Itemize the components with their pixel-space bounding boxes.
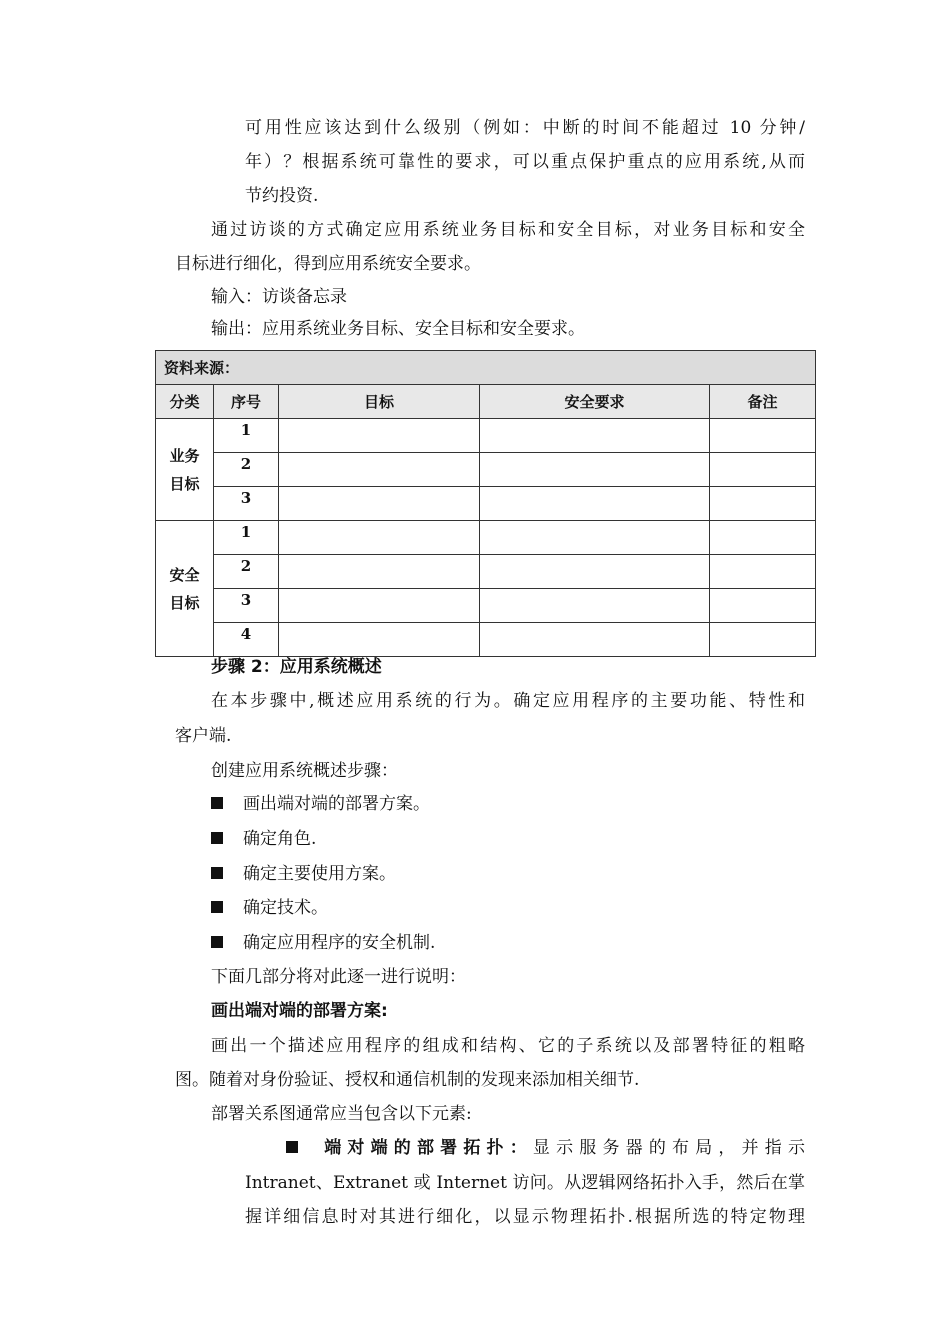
remark-cell (710, 487, 816, 521)
top-item-line-2: 年）？根据系统可靠性的要求，可以重点保护重点的应用系统,从而 (245, 152, 805, 172)
top-item-line-1: 可用性应该达到什么级别（例如：中断的时间不能超过 10 分钟/ (245, 118, 805, 138)
header-remark: 备注 (710, 385, 816, 419)
square-bullet-icon (211, 867, 223, 879)
topology-line-3: 握详细信息时对其进行细化，以显示物理拓扑.根据所选的特定物理 (245, 1207, 805, 1227)
header-security-requirement: 安全要求 (480, 385, 710, 419)
goal-cell (279, 521, 480, 555)
square-bullet-icon (286, 1141, 298, 1153)
requirement-cell (480, 589, 710, 623)
requirement-cell (480, 521, 710, 555)
square-bullet-icon (211, 936, 223, 948)
goal-cell (279, 487, 480, 521)
remark-cell (710, 453, 816, 487)
header-number: 序号 (214, 385, 279, 419)
elements-intro: 部署关系图通常应当包含以下元素: (211, 1104, 472, 1124)
list-item (211, 829, 316, 849)
deploy-heading: 画出端对端的部署方案: (211, 1001, 388, 1021)
list-item (211, 933, 435, 953)
top-item-line-3: 节约投资. (245, 186, 319, 206)
security-goal-category (156, 521, 214, 657)
table-row (156, 589, 816, 623)
list-item (211, 898, 328, 918)
goal-cell (279, 419, 480, 453)
requirement-cell (480, 419, 710, 453)
table-row (156, 555, 816, 589)
row-number: 3 (214, 589, 279, 623)
square-bullet-icon (211, 832, 223, 844)
deploy-para-line-1: 画出一个描述应用程序的组成和结构、它的子系统以及部署特征的粗略 (211, 1036, 805, 1056)
output-line: 输出：应用系统业务目标、安全目标和安全要求。 (211, 319, 585, 339)
topology-label: 端对端的部署拓扑： (318, 1138, 533, 1158)
list-item (211, 864, 396, 884)
business-category-line-1: 业务 (169, 446, 200, 465)
remark-cell (710, 589, 816, 623)
table-row (156, 521, 816, 555)
step2-para-line-1: 在本步骤中,概述应用系统的行为。确定应用程序的主要功能、特性和 (211, 691, 805, 711)
requirement-cell (480, 623, 710, 657)
deploy-para-line-2: 图。随着对身份验证、授权和通信机制的发现来添加相关细节. (175, 1070, 640, 1090)
explain-line: 下面几部分将对此逐一进行说明： (211, 967, 466, 987)
table-row (156, 419, 816, 453)
table-row (156, 487, 816, 521)
bullet-text: 确定主要使用方案。 (243, 864, 396, 884)
topology-line-1 (286, 1138, 805, 1158)
step2-para-line-2: 客户端. (175, 726, 232, 746)
business-category-line-2: 目标 (169, 474, 200, 493)
requirement-cell (480, 487, 710, 521)
remark-cell (710, 555, 816, 589)
business-goal-category (156, 419, 214, 521)
square-bullet-icon (211, 797, 223, 809)
square-bullet-icon (211, 901, 223, 913)
table-source-label: 资料来源： (156, 351, 816, 385)
input-line: 输入：访谈备忘录 (211, 287, 347, 307)
header-category: 分类 (156, 385, 214, 419)
table-header-row (156, 385, 816, 419)
topology-line-2: Intranet、Extranet 或 Internet 访问。从逻辑网络拓扑入手，然后在掌 (245, 1173, 805, 1193)
row-number: 2 (214, 555, 279, 589)
remark-cell (710, 419, 816, 453)
row-number: 3 (214, 487, 279, 521)
para1-line-1: 通过访谈的方式确定应用系统业务目标和安全目标，对业务目标和安全 (211, 220, 805, 240)
security-category-line-2: 目标 (169, 593, 200, 612)
table-row (156, 453, 816, 487)
bullet-text: 确定角色. (243, 829, 317, 849)
row-number: 1 (214, 419, 279, 453)
create-steps-intro: 创建应用系统概述步骤： (211, 761, 398, 781)
goal-cell (279, 589, 480, 623)
table-row (156, 623, 816, 657)
goal-cell (279, 623, 480, 657)
bullet-text: 确定应用程序的安全机制. (243, 933, 436, 953)
goal-cell (279, 453, 480, 487)
topology-line-1-text: 显示服务器的布局，并指示 (532, 1138, 806, 1158)
bullet-text: 画出端对端的部署方案。 (243, 794, 430, 814)
remark-cell (710, 521, 816, 555)
para1-line-2: 目标进行细化，得到应用系统安全要求。 (175, 254, 481, 274)
remark-cell (710, 623, 816, 657)
row-number: 2 (214, 453, 279, 487)
requirement-cell (480, 453, 710, 487)
goal-cell (279, 555, 480, 589)
requirement-cell (480, 555, 710, 589)
row-number: 1 (214, 521, 279, 555)
list-item (211, 794, 430, 814)
source-table (155, 350, 816, 657)
bullet-text: 确定技术。 (243, 898, 328, 918)
step2-heading: 步骤 2：应用系统概述 (211, 657, 382, 677)
security-category-line-1: 安全 (169, 565, 200, 584)
row-number: 4 (214, 623, 279, 657)
header-goal: 目标 (279, 385, 480, 419)
